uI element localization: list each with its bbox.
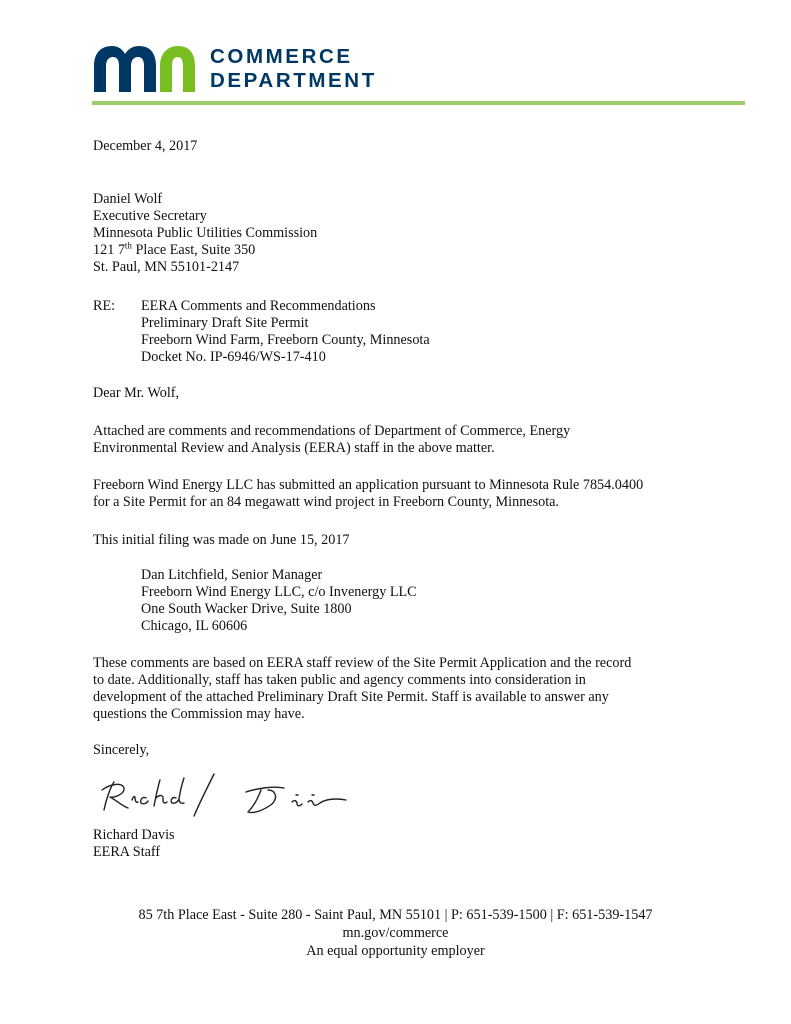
recipient-street: 121 7th Place East, Suite 350 bbox=[93, 240, 256, 258]
contact-line: Dan Litchfield, Senior Manager bbox=[141, 567, 323, 583]
footer-website: mn.gov/commerce bbox=[342, 925, 449, 941]
paragraph-line: questions the Commission may have. bbox=[93, 706, 305, 722]
handwritten-signature bbox=[96, 770, 361, 822]
closing: Sincerely, bbox=[93, 742, 150, 758]
recipient-title: Executive Secretary bbox=[93, 208, 207, 224]
letter-date: December 4, 2017 bbox=[93, 138, 198, 154]
re-line: EERA Comments and Recommendations bbox=[141, 298, 376, 314]
signer-title: EERA Staff bbox=[93, 844, 161, 860]
contact-line: One South Wacker Drive, Suite 1800 bbox=[141, 601, 352, 617]
paragraph-4 bbox=[93, 655, 631, 723]
paragraph-line: These comments are based on EERA staff review of the Site Permit Application and the record bbox=[93, 655, 632, 671]
paragraph-line: Freeborn Wind Energy LLC has submitted an application pursuant to Minnesota Rule 7854.0400 bbox=[93, 477, 644, 493]
signer-block bbox=[93, 827, 175, 861]
paragraph-3: This initial filing was made on June 15, 2017 bbox=[93, 532, 350, 548]
signer-name: Richard Davis bbox=[93, 827, 175, 843]
paragraph-line: Attached are comments and recommendations of Department of Commerce, Energy bbox=[93, 423, 571, 439]
contact-line: Freeborn Wind Energy LLC, c/o Invenergy LLC bbox=[141, 584, 417, 600]
paragraph-line: for a Site Permit for an 84 megawatt wind project in Freeborn County, Minnesota. bbox=[93, 494, 559, 510]
paragraph-1 bbox=[93, 423, 570, 457]
paragraph-2 bbox=[93, 477, 643, 511]
recipient-name: Daniel Wolf bbox=[93, 191, 163, 207]
letter-footer bbox=[0, 906, 791, 960]
logo-line2: DEPARTMENT bbox=[210, 69, 377, 92]
letterhead-rule bbox=[92, 101, 745, 105]
logo-wordmark bbox=[210, 45, 377, 93]
re-line: Freeborn Wind Farm, Freeborn County, Minnesota bbox=[141, 332, 430, 348]
footer-eeo: An equal opportunity employer bbox=[306, 943, 485, 959]
re-subject bbox=[141, 298, 430, 366]
paragraph-line: Environmental Review and Analysis (EERA) staff in the above matter. bbox=[93, 440, 495, 456]
mn-logo-icon bbox=[92, 44, 196, 92]
applicant-contact bbox=[141, 567, 417, 635]
logo-line1: COMMERCE bbox=[210, 45, 353, 68]
paragraph-line: to date. Additionally, staff has taken public and agency comments into consideration in bbox=[93, 672, 586, 688]
paragraph-line: development of the attached Preliminary Draft Site Permit. Staff is available to answer any bbox=[93, 689, 609, 705]
re-label: RE: bbox=[93, 298, 116, 314]
recipient-address bbox=[93, 191, 317, 276]
recipient-city: St. Paul, MN 55101-2147 bbox=[93, 259, 240, 275]
recipient-org: Minnesota Public Utilities Commission bbox=[93, 225, 318, 241]
salutation: Dear Mr. Wolf, bbox=[93, 385, 180, 401]
re-line: Preliminary Draft Site Permit bbox=[141, 315, 309, 331]
commerce-department-logo bbox=[92, 44, 392, 96]
contact-line: Chicago, IL 60606 bbox=[141, 618, 248, 634]
footer-address: 85 7th Place East - Suite 280 - Saint Paul, MN 55101 | P: 651-539-1500 | F: 651-539-1547 bbox=[138, 907, 653, 923]
re-line: Docket No. IP-6946/WS-17-410 bbox=[141, 349, 326, 365]
